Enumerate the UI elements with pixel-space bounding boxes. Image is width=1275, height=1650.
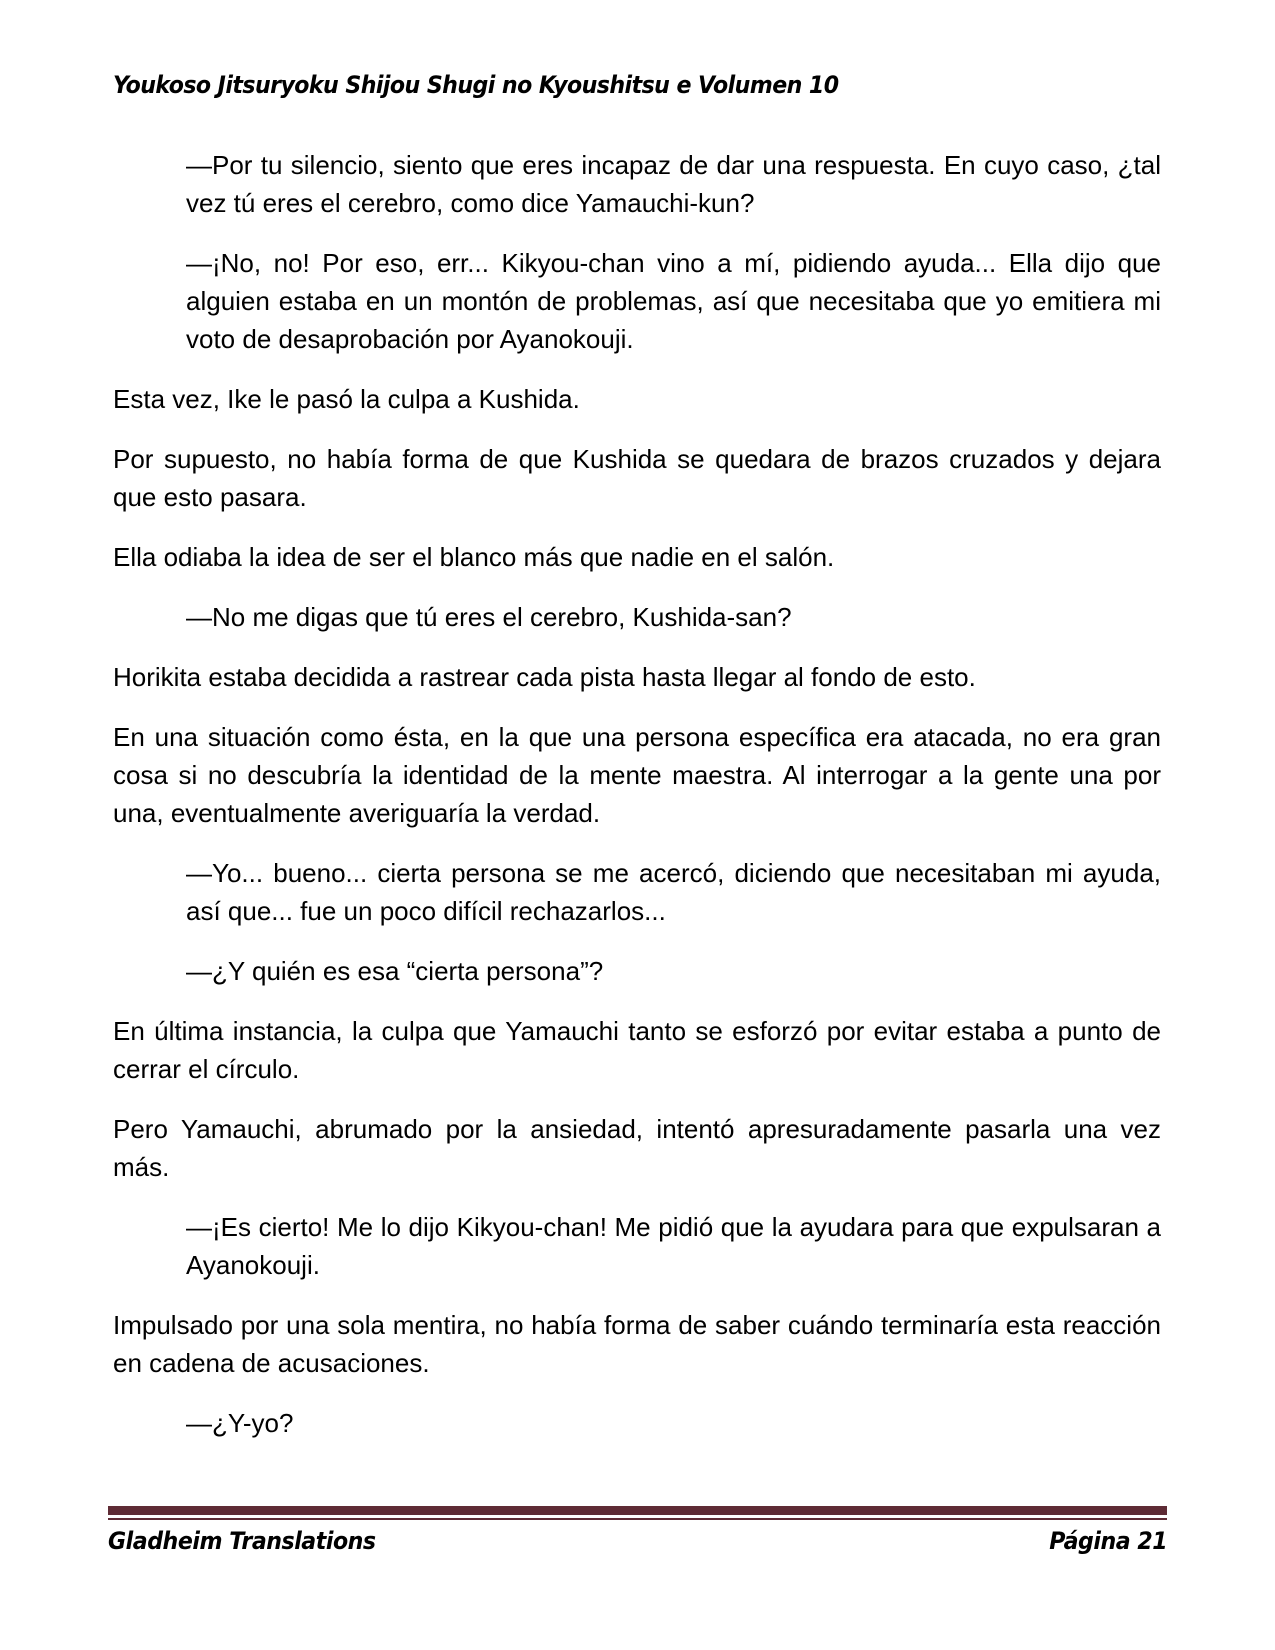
paragraph: —No me digas que tú eres el cerebro, Kushida-san? [186,602,792,632]
paragraph: Esta vez, Ike le pasó la culpa a Kushida. [113,384,580,414]
paragraph: En una situación como ésta, en la que una persona específica era atacada, no era gran cosa si no descubría la identidad de la mente maestra. Al interrogar a la gente una por una, eventualmente averiguaría la verdad. [113,722,1161,828]
footer-translator-credit: Gladheim Translations [108,1527,376,1555]
paragraph: Ella odiaba la idea de ser el blanco más que nadie en el salón. [113,542,835,572]
paragraph: Pero Yamauchi, abrumado por la ansiedad, intentó apresuradamente pasarla una vez más. [113,1114,1161,1182]
paragraph: Por supuesto, no había forma de que Kushida se quedara de brazos cruzados y dejara que esto pasara. [113,444,1161,512]
footer-text-row [108,1527,1167,1555]
paragraph: —Yo... bueno... cierta persona se me acercó, diciendo que necesitaban mi ayuda, así que... fue un poco difícil rechazarlos... [186,858,1161,926]
document-body [113,146,1161,1464]
paragraph: —Por tu silencio, siento que eres incapaz de dar una respuesta. En cuyo caso, ¿tal vez tú eres el cerebro, como dice Yamauchi-kun? [186,150,1161,218]
paragraph: —¡Es cierto! Me lo dijo Kikyou-chan! Me pidió que la ayudara para que expulsaran a Ayanokouji. [186,1212,1161,1280]
paragraph: En última instancia, la culpa que Yamauchi tanto se esforzó por evitar estaba a punto de cerrar el círculo. [113,1016,1161,1084]
paragraph: —¡No, no! Por eso, err... Kikyou-chan vino a mí, pidiendo ayuda... Ella dijo que alguien estaba en un montón de problemas, así que necesitaba que yo emitiera mi voto de desaprobación por Ayanokouji. [186,248,1161,354]
paragraph: Horikita estaba decidida a rastrear cada pista hasta llegar al fondo de esto. [113,662,976,692]
footer-page-number: Página 21 [1049,1527,1167,1555]
paragraph: —¿Y-yo? [186,1408,294,1438]
page-header-title: Youkoso Jitsuryoku Shijou Shugi no Kyoushitsu e Volumen 10 [113,71,839,99]
paragraph: Impulsado por una sola mentira, no había forma de saber cuándo terminaría esta reacción en cadena de acusaciones. [113,1310,1161,1378]
page-footer [108,1506,1167,1555]
footer-rule [108,1506,1167,1520]
paragraph: —¿Y quién es esa “cierta persona”? [186,956,604,986]
